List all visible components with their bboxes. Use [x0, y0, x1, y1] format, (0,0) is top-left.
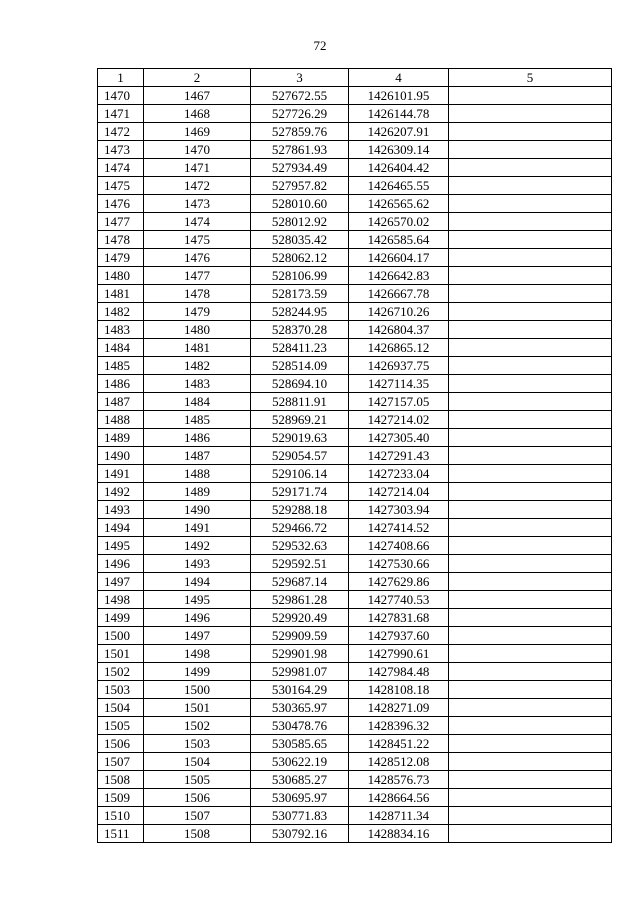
note-cell: [449, 231, 612, 249]
column-header-5: 5: [449, 69, 612, 87]
table-row: [98, 663, 612, 681]
x-coordinate-cell: 528811.91: [251, 393, 349, 411]
y-coordinate-cell: 1427629.86: [349, 573, 449, 591]
x-coordinate-cell: 528514.09: [251, 357, 349, 375]
point-ref-cell: 1488: [144, 465, 251, 483]
x-coordinate-cell: 529592.51: [251, 555, 349, 573]
note-cell: [449, 303, 612, 321]
note-cell: [449, 159, 612, 177]
note-cell: [449, 573, 612, 591]
point-number-cell: 1498: [98, 591, 144, 609]
x-coordinate-cell: 530622.19: [251, 753, 349, 771]
x-coordinate-cell: 530164.29: [251, 681, 349, 699]
y-coordinate-cell: 1427157.05: [349, 393, 449, 411]
note-cell: [449, 465, 612, 483]
table-row: [98, 789, 612, 807]
y-coordinate-cell: 1428271.09: [349, 699, 449, 717]
note-cell: [449, 249, 612, 267]
point-number-cell: 1475: [98, 177, 144, 195]
point-ref-cell: 1504: [144, 753, 251, 771]
point-number-cell: 1490: [98, 447, 144, 465]
point-number-cell: 1502: [98, 663, 144, 681]
y-coordinate-cell: 1427408.66: [349, 537, 449, 555]
note-cell: [449, 375, 612, 393]
note-cell: [449, 339, 612, 357]
x-coordinate-cell: 530771.83: [251, 807, 349, 825]
y-coordinate-cell: 1426465.55: [349, 177, 449, 195]
x-coordinate-cell: 527672.55: [251, 87, 349, 105]
point-ref-cell: 1482: [144, 357, 251, 375]
table-row: [98, 105, 612, 123]
table-row: [98, 285, 612, 303]
table-row: [98, 573, 612, 591]
point-ref-cell: 1494: [144, 573, 251, 591]
y-coordinate-cell: 1427214.02: [349, 411, 449, 429]
note-cell: [449, 483, 612, 501]
note-cell: [449, 267, 612, 285]
point-number-cell: 1485: [98, 357, 144, 375]
x-coordinate-cell: 528012.92: [251, 213, 349, 231]
point-ref-cell: 1476: [144, 249, 251, 267]
note-cell: [449, 285, 612, 303]
table-row: [98, 501, 612, 519]
column-header-4: 4: [349, 69, 449, 87]
point-ref-cell: 1492: [144, 537, 251, 555]
x-coordinate-cell: 529288.18: [251, 501, 349, 519]
x-coordinate-cell: 530478.76: [251, 717, 349, 735]
x-coordinate-cell: 527957.82: [251, 177, 349, 195]
x-coordinate-cell: 528106.99: [251, 267, 349, 285]
note-cell: [449, 447, 612, 465]
x-coordinate-cell: 529901.98: [251, 645, 349, 663]
y-coordinate-cell: 1426207.91: [349, 123, 449, 141]
note-cell: [449, 753, 612, 771]
point-ref-cell: 1506: [144, 789, 251, 807]
point-number-cell: 1483: [98, 321, 144, 339]
x-coordinate-cell: 528062.12: [251, 249, 349, 267]
point-number-cell: 1507: [98, 753, 144, 771]
point-number-cell: 1484: [98, 339, 144, 357]
table-row: [98, 267, 612, 285]
y-coordinate-cell: 1426565.62: [349, 195, 449, 213]
x-coordinate-cell: 530685.27: [251, 771, 349, 789]
x-coordinate-cell: 529171.74: [251, 483, 349, 501]
table-row: [98, 735, 612, 753]
point-number-cell: 1506: [98, 735, 144, 753]
y-coordinate-cell: 1427214.04: [349, 483, 449, 501]
coordinates-table: [97, 68, 612, 843]
point-number-cell: 1473: [98, 141, 144, 159]
note-cell: [449, 411, 612, 429]
y-coordinate-cell: 1428512.08: [349, 753, 449, 771]
point-number-cell: 1500: [98, 627, 144, 645]
column-header-1: 1: [98, 69, 144, 87]
point-ref-cell: 1485: [144, 411, 251, 429]
y-coordinate-cell: 1427831.68: [349, 609, 449, 627]
point-ref-cell: 1500: [144, 681, 251, 699]
table-row: [98, 591, 612, 609]
note-cell: [449, 123, 612, 141]
point-number-cell: 1482: [98, 303, 144, 321]
point-ref-cell: 1497: [144, 627, 251, 645]
y-coordinate-cell: 1427303.94: [349, 501, 449, 519]
note-cell: [449, 393, 612, 411]
note-cell: [449, 195, 612, 213]
table-row: [98, 213, 612, 231]
table-row: [98, 465, 612, 483]
point-number-cell: 1489: [98, 429, 144, 447]
table-row: [98, 681, 612, 699]
table-row: [98, 717, 612, 735]
table-row: [98, 429, 612, 447]
point-ref-cell: 1477: [144, 267, 251, 285]
point-ref-cell: 1503: [144, 735, 251, 753]
point-ref-cell: 1473: [144, 195, 251, 213]
table-row: [98, 609, 612, 627]
table-row: [98, 483, 612, 501]
point-number-cell: 1495: [98, 537, 144, 555]
column-header-3: 3: [251, 69, 349, 87]
point-ref-cell: 1498: [144, 645, 251, 663]
x-coordinate-cell: 530585.65: [251, 735, 349, 753]
point-number-cell: 1481: [98, 285, 144, 303]
point-number-cell: 1508: [98, 771, 144, 789]
table-row: [98, 447, 612, 465]
y-coordinate-cell: 1427984.48: [349, 663, 449, 681]
point-ref-cell: 1484: [144, 393, 251, 411]
note-cell: [449, 789, 612, 807]
note-cell: [449, 609, 612, 627]
point-number-cell: 1486: [98, 375, 144, 393]
note-cell: [449, 825, 612, 843]
x-coordinate-cell: 529861.28: [251, 591, 349, 609]
y-coordinate-cell: 1427114.35: [349, 375, 449, 393]
x-coordinate-cell: 527934.49: [251, 159, 349, 177]
note-cell: [449, 807, 612, 825]
table-row: [98, 87, 612, 105]
note-cell: [449, 177, 612, 195]
point-ref-cell: 1490: [144, 501, 251, 519]
table-row: [98, 537, 612, 555]
table-row: [98, 627, 612, 645]
table-row: [98, 321, 612, 339]
x-coordinate-cell: 530695.97: [251, 789, 349, 807]
note-cell: [449, 141, 612, 159]
point-number-cell: 1510: [98, 807, 144, 825]
point-number-cell: 1470: [98, 87, 144, 105]
y-coordinate-cell: 1427990.61: [349, 645, 449, 663]
note-cell: [449, 321, 612, 339]
point-number-cell: 1496: [98, 555, 144, 573]
y-coordinate-cell: 1426804.37: [349, 321, 449, 339]
x-coordinate-cell: 529532.63: [251, 537, 349, 555]
x-coordinate-cell: 530365.97: [251, 699, 349, 717]
y-coordinate-cell: 1426570.02: [349, 213, 449, 231]
note-cell: [449, 699, 612, 717]
point-ref-cell: 1502: [144, 717, 251, 735]
note-cell: [449, 87, 612, 105]
y-coordinate-cell: 1426667.78: [349, 285, 449, 303]
note-cell: [449, 681, 612, 699]
y-coordinate-cell: 1427937.60: [349, 627, 449, 645]
point-number-cell: 1503: [98, 681, 144, 699]
table-row: [98, 555, 612, 573]
table-row: [98, 159, 612, 177]
point-ref-cell: 1491: [144, 519, 251, 537]
note-cell: [449, 591, 612, 609]
y-coordinate-cell: 1426585.64: [349, 231, 449, 249]
page-number: 72: [313, 38, 327, 53]
point-number-cell: 1471: [98, 105, 144, 123]
table-row: [98, 645, 612, 663]
table-row: [98, 249, 612, 267]
table-row: [98, 339, 612, 357]
point-number-cell: 1493: [98, 501, 144, 519]
y-coordinate-cell: 1427740.53: [349, 591, 449, 609]
x-coordinate-cell: 529981.07: [251, 663, 349, 681]
table-row: [98, 753, 612, 771]
x-coordinate-cell: 528035.42: [251, 231, 349, 249]
y-coordinate-cell: 1427305.40: [349, 429, 449, 447]
table-row: [98, 807, 612, 825]
table-row: [98, 393, 612, 411]
point-ref-cell: 1508: [144, 825, 251, 843]
point-ref-cell: 1479: [144, 303, 251, 321]
point-ref-cell: 1499: [144, 663, 251, 681]
x-coordinate-cell: 528969.21: [251, 411, 349, 429]
x-coordinate-cell: 528010.60: [251, 195, 349, 213]
point-ref-cell: 1486: [144, 429, 251, 447]
y-coordinate-cell: 1428664.56: [349, 789, 449, 807]
point-number-cell: 1511: [98, 825, 144, 843]
table-row: [98, 303, 612, 321]
table-row: [98, 123, 612, 141]
note-cell: [449, 357, 612, 375]
x-coordinate-cell: 529687.14: [251, 573, 349, 591]
point-number-cell: 1476: [98, 195, 144, 213]
x-coordinate-cell: 530792.16: [251, 825, 349, 843]
note-cell: [449, 213, 612, 231]
point-ref-cell: 1489: [144, 483, 251, 501]
x-coordinate-cell: 529054.57: [251, 447, 349, 465]
y-coordinate-cell: 1426604.17: [349, 249, 449, 267]
note-cell: [449, 537, 612, 555]
table-row: [98, 177, 612, 195]
table-row: [98, 141, 612, 159]
y-coordinate-cell: 1426309.14: [349, 141, 449, 159]
point-ref-cell: 1481: [144, 339, 251, 357]
point-ref-cell: 1496: [144, 609, 251, 627]
x-coordinate-cell: 527859.76: [251, 123, 349, 141]
point-ref-cell: 1475: [144, 231, 251, 249]
point-ref-cell: 1487: [144, 447, 251, 465]
point-ref-cell: 1493: [144, 555, 251, 573]
y-coordinate-cell: 1428108.18: [349, 681, 449, 699]
y-coordinate-cell: 1427233.04: [349, 465, 449, 483]
note-cell: [449, 501, 612, 519]
y-coordinate-cell: 1426144.78: [349, 105, 449, 123]
point-number-cell: 1487: [98, 393, 144, 411]
point-ref-cell: 1474: [144, 213, 251, 231]
y-coordinate-cell: 1427291.43: [349, 447, 449, 465]
point-ref-cell: 1505: [144, 771, 251, 789]
point-number-cell: 1497: [98, 573, 144, 591]
note-cell: [449, 717, 612, 735]
y-coordinate-cell: 1426937.75: [349, 357, 449, 375]
table-row: [98, 825, 612, 843]
y-coordinate-cell: 1427530.66: [349, 555, 449, 573]
point-number-cell: 1472: [98, 123, 144, 141]
header-row: [98, 69, 612, 87]
y-coordinate-cell: 1428711.34: [349, 807, 449, 825]
point-number-cell: 1494: [98, 519, 144, 537]
table-row: [98, 771, 612, 789]
x-coordinate-cell: 528244.95: [251, 303, 349, 321]
x-coordinate-cell: 528173.59: [251, 285, 349, 303]
point-ref-cell: 1469: [144, 123, 251, 141]
point-number-cell: 1501: [98, 645, 144, 663]
point-ref-cell: 1480: [144, 321, 251, 339]
column-header-2: 2: [144, 69, 251, 87]
note-cell: [449, 645, 612, 663]
y-coordinate-cell: 1428451.22: [349, 735, 449, 753]
note-cell: [449, 105, 612, 123]
point-ref-cell: 1501: [144, 699, 251, 717]
x-coordinate-cell: 528370.28: [251, 321, 349, 339]
point-ref-cell: 1507: [144, 807, 251, 825]
point-number-cell: 1477: [98, 213, 144, 231]
point-number-cell: 1488: [98, 411, 144, 429]
x-coordinate-cell: 529920.49: [251, 609, 349, 627]
x-coordinate-cell: 529019.63: [251, 429, 349, 447]
note-cell: [449, 627, 612, 645]
point-ref-cell: 1483: [144, 375, 251, 393]
y-coordinate-cell: 1426101.95: [349, 87, 449, 105]
point-ref-cell: 1470: [144, 141, 251, 159]
table-row: [98, 195, 612, 213]
table-row: [98, 375, 612, 393]
x-coordinate-cell: 529106.14: [251, 465, 349, 483]
x-coordinate-cell: 527861.93: [251, 141, 349, 159]
table-row: [98, 519, 612, 537]
table-row: [98, 699, 612, 717]
x-coordinate-cell: 528411.23: [251, 339, 349, 357]
note-cell: [449, 735, 612, 753]
x-coordinate-cell: 529909.59: [251, 627, 349, 645]
y-coordinate-cell: 1428576.73: [349, 771, 449, 789]
point-number-cell: 1504: [98, 699, 144, 717]
note-cell: [449, 555, 612, 573]
point-ref-cell: 1468: [144, 105, 251, 123]
point-number-cell: 1499: [98, 609, 144, 627]
note-cell: [449, 771, 612, 789]
table-body: [98, 87, 612, 843]
table-row: [98, 411, 612, 429]
x-coordinate-cell: 529466.72: [251, 519, 349, 537]
x-coordinate-cell: 528694.10: [251, 375, 349, 393]
y-coordinate-cell: 1426865.12: [349, 339, 449, 357]
point-number-cell: 1479: [98, 249, 144, 267]
y-coordinate-cell: 1426710.26: [349, 303, 449, 321]
point-ref-cell: 1478: [144, 285, 251, 303]
x-coordinate-cell: 527726.29: [251, 105, 349, 123]
y-coordinate-cell: 1426642.83: [349, 267, 449, 285]
note-cell: [449, 663, 612, 681]
point-ref-cell: 1467: [144, 87, 251, 105]
point-number-cell: 1491: [98, 465, 144, 483]
table-row: [98, 231, 612, 249]
note-cell: [449, 519, 612, 537]
y-coordinate-cell: 1426404.42: [349, 159, 449, 177]
y-coordinate-cell: 1428396.32: [349, 717, 449, 735]
point-ref-cell: 1471: [144, 159, 251, 177]
point-number-cell: 1492: [98, 483, 144, 501]
table-row: [98, 357, 612, 375]
point-ref-cell: 1472: [144, 177, 251, 195]
point-ref-cell: 1495: [144, 591, 251, 609]
point-number-cell: 1478: [98, 231, 144, 249]
point-number-cell: 1480: [98, 267, 144, 285]
point-number-cell: 1474: [98, 159, 144, 177]
point-number-cell: 1509: [98, 789, 144, 807]
y-coordinate-cell: 1427414.52: [349, 519, 449, 537]
y-coordinate-cell: 1428834.16: [349, 825, 449, 843]
note-cell: [449, 429, 612, 447]
point-number-cell: 1505: [98, 717, 144, 735]
